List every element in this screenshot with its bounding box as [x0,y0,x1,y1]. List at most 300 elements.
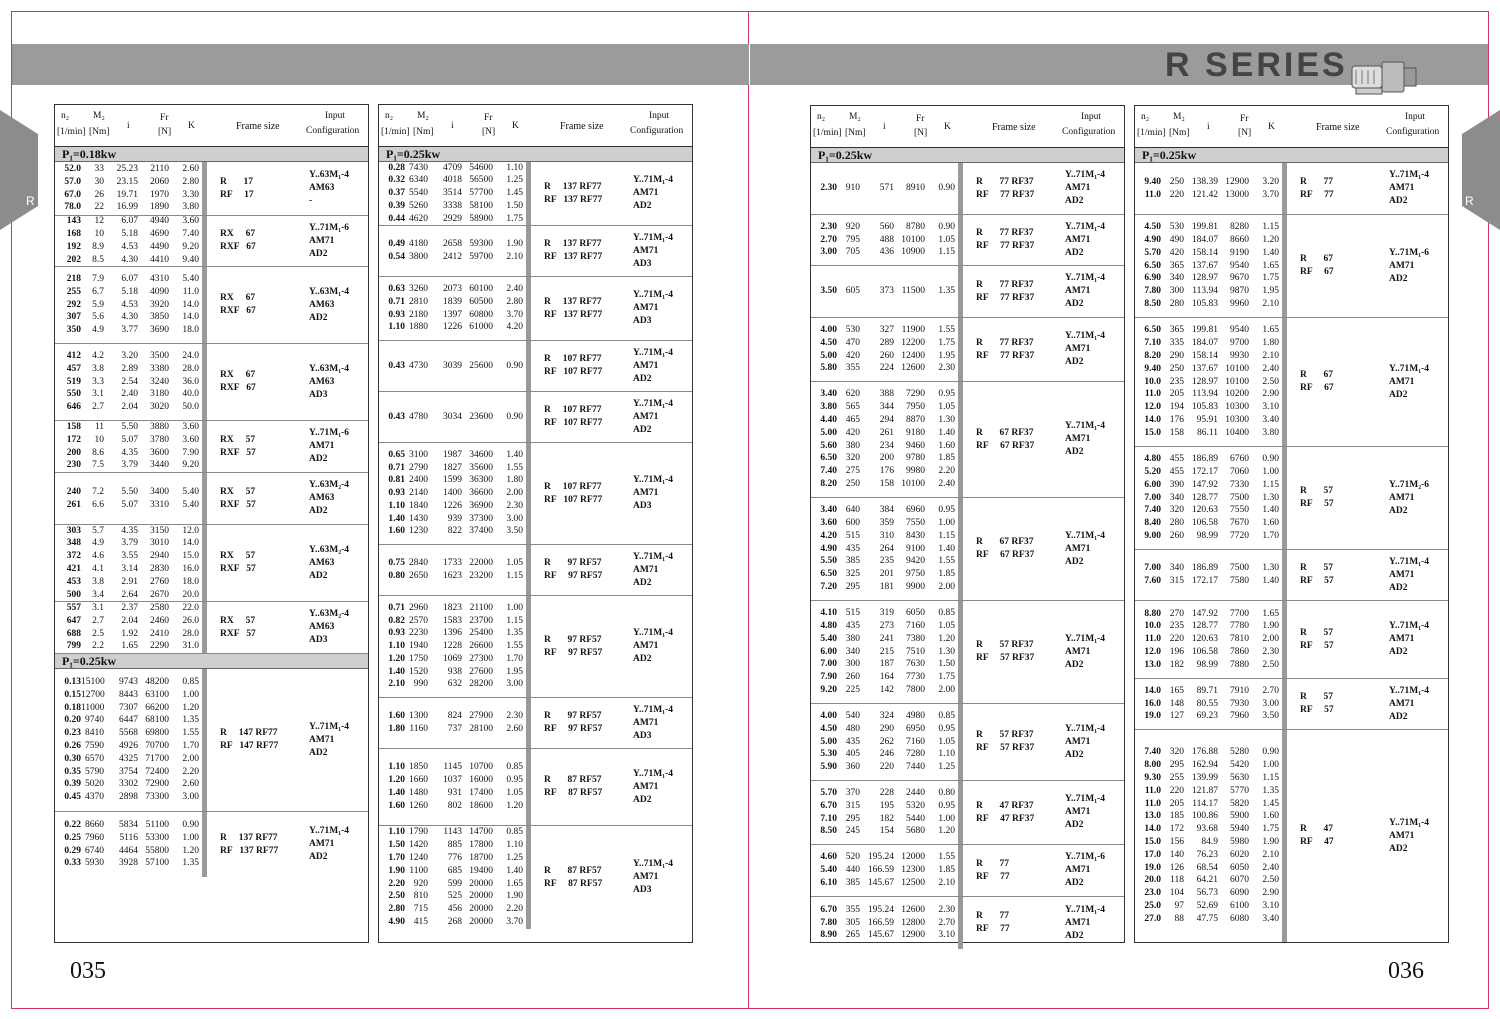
spec-group [1135,163,1448,215]
input-config-line: AM71 [1389,698,1415,709]
force-fr: 7720 [1230,530,1249,541]
input-config-line: AM71 [1065,344,1091,354]
input-config-line: AM71 [1389,634,1415,644]
force-fr: 23600 [469,411,493,422]
factor-k: 2.30 [938,904,955,915]
speed-n2: 6.50 [1144,260,1161,271]
spec-rows [811,845,963,896]
ratio-i: 142 [879,684,894,695]
force-fr: 23700 [469,615,493,626]
torque-m2: 320 [1169,505,1184,516]
force-fr: 5320 [906,800,925,811]
factor-k: 2.90 [1262,389,1279,400]
table-row [379,787,526,800]
table-row [55,363,202,376]
ratio-i: 241 [879,633,894,644]
frame-size-line: R 107 RF77 [544,481,602,492]
force-fr: 7160 [906,621,925,631]
speed-n2: 4.60 [820,852,837,863]
force-fr: 66200 [145,702,169,713]
torque-m2: 385 [845,556,860,567]
torque-m2: 280 [1169,518,1184,529]
speed-n2: 3.60 [820,518,837,528]
force-fr: 56500 [469,175,493,186]
torque-m2: 33 [94,163,104,174]
speed-n2: 202 [66,254,81,265]
force-fr: 7670 [1230,518,1249,529]
table-row [379,462,526,475]
torque-m2: 270 [1169,608,1184,619]
speed-n2: 5.50 [820,556,837,567]
input-config-line: AM63 [309,622,335,632]
page-number-left: 035 [70,958,106,984]
speed-n2: 6.50 [1144,325,1161,336]
table-row [1135,221,1282,234]
torque-m2: 245 [845,826,860,837]
input-config-line: AD2 [309,506,328,516]
factor-k: 2.60 [506,724,523,734]
frame-size-header: Frame size [236,121,280,132]
torque-m2: 355 [845,904,860,915]
table-row [55,447,202,460]
speed-n2: 0.13 [64,677,81,688]
gear-motor-icon [1350,56,1420,98]
input-config-cell [309,216,371,266]
speed-n2: 8.50 [1144,298,1161,309]
spec-rows [811,781,963,844]
spec-group [55,344,368,421]
input-config-line: AM71 [633,781,659,792]
force-fr: 4940 [150,216,169,227]
input-config-cell [1065,897,1127,949]
torque-m2: 196 [1169,646,1184,657]
table-row [379,761,526,774]
input-config-line: Y..71M₁-4 [633,347,673,358]
torque-m2: 1940 [409,641,428,652]
ratio-i: 9743 [119,677,138,688]
speed-n2: 52.0 [64,163,81,174]
factor-k: 5.40 [182,274,199,284]
torque-m2: 8410 [85,728,104,739]
torque-m2: 360 [845,762,860,773]
speed-n2: 11.0 [1144,389,1161,400]
input-config-line: AM71 [1065,434,1091,444]
ratio-i: 1987 [443,449,462,460]
speed-n2: 218 [66,274,81,284]
table-row [1135,759,1282,772]
force-fr: 26600 [469,641,493,652]
table-row [55,176,202,189]
m2-unit-header: [Nm] [89,127,110,137]
frame-size-line: RF 47 [1300,837,1334,847]
ratio-i: 261 [879,427,894,438]
factor-k: 1.20 [938,633,955,644]
speed-n2: 4.10 [820,608,837,619]
spec-group [379,443,692,545]
force-fr: 2670 [150,589,169,600]
torque-m2: 390 [1169,479,1184,490]
table-row [1135,633,1282,646]
spec-rows [1135,318,1287,446]
frame-size-cell [220,525,305,601]
input-config-cell [633,277,695,340]
frame-size-cell [544,162,629,225]
input-config-line: Y..71M₁-4 [309,826,349,836]
ratio-i: 113.94 [1192,389,1218,400]
table-row [1135,492,1282,505]
table-row [1135,414,1282,427]
ratio-i: 114.17 [1192,798,1218,809]
frame-size-line: RF 57 [1300,705,1334,715]
ratio-i: 802 [447,800,462,811]
ratio-i: 4926 [119,741,138,751]
spec-group [1135,601,1448,679]
force-fr: 51100 [145,819,169,830]
torque-m2: 205 [1169,389,1184,400]
input-config-line: Y..71M₁-4 [633,628,673,638]
torque-m2: 290 [1169,351,1184,361]
force-fr: 3850 [150,312,169,323]
torque-m2: 2.7 [92,402,104,413]
frame-size-line: R 137 RF77 [544,239,602,249]
frame-size-line: R 57 [1300,563,1333,573]
factor-k: 2.30 [938,363,955,374]
table-row [379,187,526,200]
input-config-cell [309,669,371,811]
frame-size-cell [544,341,629,391]
speed-n2: 6.00 [820,646,837,657]
table-row [55,388,202,401]
input-config-line: Y..63M₁-4 [309,286,349,297]
force-fr: 7500 [1230,563,1249,574]
frame-size-line: RF 137 RF77 [220,845,279,856]
force-fr: 16000 [469,775,493,786]
table-row [379,174,526,187]
force-fr: 9700 [1230,338,1249,349]
ratio-i: 128.77 [1191,492,1218,503]
factor-k: 2.40 [938,478,955,489]
fr-header: Fr [1240,114,1249,124]
ratio-i: 1145 [443,762,462,773]
ratio-i: 5.07 [121,434,138,445]
table-row [379,213,526,226]
ratio-i: 3.20 [121,351,138,361]
speed-n2: 200 [66,447,81,458]
input-config-cell [309,525,371,601]
input-config-line: Y..71M₁-4 [309,721,349,732]
input-config-cell [633,162,695,225]
force-fr: 9670 [1230,273,1249,284]
ratio-i: 1228 [443,641,462,652]
ratio-i: 488 [879,234,894,245]
speed-n2: 7.00 [820,659,837,670]
frame-size-cell [976,781,1061,844]
speed-n2: 8.20 [820,478,837,489]
factor-k: 0.85 [938,711,955,721]
factor-k: 1.00 [1262,467,1279,477]
ratio-i: 200 [879,453,894,464]
ratio-i: 273 [879,621,894,631]
force-fr: 5440 [906,813,925,824]
frame-size-line: RXF 57 [220,447,256,458]
speed-n2: 7.80 [820,917,837,928]
input-config-line: AM71 [633,564,659,575]
torque-m2: 88 [1174,913,1184,924]
speed-n2: 688 [66,628,81,639]
ratio-i: 1839 [443,296,462,307]
torque-m2: 415 [413,916,428,927]
frame-size-line: RXF 57 [220,499,256,510]
torque-m2: 295 [845,813,860,824]
spec-group [55,267,368,344]
factor-k: 2.20 [506,904,523,915]
torque-m2: 275 [845,466,860,477]
input-config-line: AD2 [1065,820,1084,830]
fr-header: Fr [916,114,925,124]
speed-n2: 2.10 [388,679,405,690]
factor-k: 1.05 [506,788,523,798]
table-row [55,791,202,804]
torque-m2: 1850 [409,762,428,773]
force-fr: 7930 [1230,698,1249,709]
ratio-i: 84.9 [1201,837,1218,847]
speed-n2: 0.82 [388,615,405,626]
input-config-cell [1389,447,1451,549]
frame-size-line: R 107 RF77 [544,354,602,364]
table-row [55,640,202,653]
table-row [1135,900,1282,913]
table-row [1135,530,1282,543]
table-row [1135,698,1282,711]
frame-size-line: RF 107 RF77 [544,418,603,428]
force-fr: 8910 [906,183,925,194]
speed-n2: 1.10 [388,500,405,511]
force-fr: 12000 [901,852,925,863]
force-fr: 7290 [906,389,925,400]
ratio-i: 1.92 [121,628,138,639]
speed-n2: 14.0 [1144,685,1161,696]
frame-size-line: RF 57 RF37 [976,653,1035,663]
torque-m2: 5930 [85,858,104,869]
input-config-line: Y..71M₁-6 [309,222,349,233]
factor-k: 9.40 [182,254,199,265]
spec-group [379,596,692,698]
torque-m2: 8.9 [92,242,104,252]
ratio-i: 3928 [119,858,138,869]
ratio-i: 98.99 [1196,659,1218,670]
torque-m2: 235 [1169,621,1184,632]
frame-size-line: RF 67 RF37 [976,550,1035,560]
table-row [811,362,958,375]
input-config-line: AD2 [1389,843,1408,854]
factor-k: 1.35 [938,286,955,297]
torque-m2: 910 [845,183,860,194]
spec-group [1135,730,1448,942]
input-config-line: Y..71M₁-4 [1065,273,1105,283]
speed-n2: 307 [66,312,81,323]
speed-n2: 7.40 [820,466,837,477]
table-row [811,517,958,530]
k-header: K [944,122,951,132]
m2-unit-header: [Nm] [1169,128,1190,138]
factor-k: 1.45 [1262,798,1279,809]
factor-k: 0.90 [506,360,523,371]
factor-k: 1.40 [1262,505,1279,516]
torque-m2: 6340 [409,175,428,186]
frame-size-line: RX 67 [220,370,256,380]
force-fr: 36300 [469,475,493,486]
frame-size-line: R 67 RF37 [976,537,1034,547]
torque-m2: 8660 [85,819,104,830]
table-row [1135,337,1282,350]
factor-k: 5.40 [182,499,199,510]
table-row [379,283,526,296]
factor-k: 2.50 [1262,875,1279,886]
frame-size-line: RX 57 [220,434,256,445]
force-fr: 7860 [1230,646,1249,657]
speed-n2: 1.10 [388,322,405,333]
torque-m2: 1750 [409,653,428,664]
speed-n2: 0.28 [388,162,405,173]
table-row [55,434,202,447]
speed-n2: 0.30 [64,753,81,764]
table-row [55,215,202,228]
input-config-line: AD2 [633,373,652,384]
factor-k: 0.95 [938,800,955,811]
input-config-cell [1389,601,1451,678]
spec-group [55,669,368,812]
factor-k: 2.10 [938,877,955,888]
torque-m2: 455 [1169,454,1184,465]
ratio-i: 158.14 [1191,351,1218,361]
force-fr: 9190 [1230,247,1249,258]
torque-m2: 220 [1169,189,1184,200]
torque-m2: 5.9 [92,299,104,310]
force-fr: 59300 [469,239,493,250]
input-config-cell [1065,163,1127,214]
ratio-i: 105.83 [1191,298,1218,309]
factor-k: 0.85 [506,827,523,838]
frame-size-cell [220,473,305,524]
torque-m2: 530 [1169,222,1184,233]
fr-unit-header: [N] [1238,128,1252,138]
speed-n2: 19.0 [1144,862,1161,873]
input-config-cell [633,341,695,391]
factor-k: 28.0 [182,628,199,639]
table-row [811,633,958,646]
ratio-i: 106.58 [1191,646,1218,657]
speed-n2: 4.00 [820,711,837,721]
factor-k: 3.80 [1262,427,1279,438]
table-row [811,800,958,813]
speed-n2: 0.93 [388,488,405,499]
speed-n2: 0.39 [64,779,81,790]
input-config-line: AD2 [633,577,652,588]
force-fr: 25600 [469,360,493,371]
speed-n2: 0.63 [388,283,405,294]
speed-n2: 9.00 [1144,530,1161,541]
speed-n2: 4.40 [820,414,837,425]
speed-n2: 348 [66,538,81,549]
factor-k: 2.10 [1262,849,1279,860]
ratio-i: 201 [879,569,894,580]
force-fr: 20000 [469,904,493,915]
spec-rows [379,341,531,391]
force-fr: 8660 [1230,235,1249,245]
table-row [811,452,958,465]
factor-k: 1.50 [938,659,955,670]
ratio-i: 120.63 [1191,634,1218,645]
torque-m2: 440 [845,865,860,876]
input-config-line: Y..71M₁-6 [1389,247,1429,258]
table-row [811,427,958,440]
spec-group [379,749,692,826]
frame-size-line: RF 107 RF77 [544,367,603,377]
factor-k: 1.35 [182,715,199,726]
frame-size-cell [220,602,305,653]
fr-header: Fr [484,113,493,123]
table-row [55,228,202,241]
ratio-i: 3.77 [121,325,138,336]
force-fr: 7810 [1230,634,1249,645]
table-row [1135,453,1282,466]
input-config-line: AD2 [1389,647,1408,657]
ratio-i: 128.97 [1191,273,1218,284]
table-row [1135,388,1282,401]
force-fr: 5820 [1230,798,1249,809]
force-fr: 7960 [1230,711,1249,722]
speed-n2: 1.40 [388,788,405,798]
factor-k: 1.60 [1262,811,1279,822]
spec-group [55,812,368,877]
input-config-line: AM71 [1065,865,1091,875]
speed-n2: 240 [66,486,81,497]
table-row [379,653,526,666]
input-header: Input [649,111,670,121]
torque-m2: 370 [845,787,860,798]
force-fr: 12600 [901,363,925,374]
ratio-i: 195.24 [867,904,894,915]
frame-size-line: RF 77 RF37 [976,292,1035,303]
frame-size-cell [220,216,305,266]
table-row [811,929,958,942]
frame-size-cell [220,812,305,877]
input-config-line: AM71 [1389,492,1415,503]
speed-n2: 230 [66,460,81,471]
ratio-i: 262 [879,736,894,747]
speed-n2: 3.00 [820,247,837,258]
input-config-line: AD2 [1065,299,1084,309]
factor-k: 1.05 [938,402,955,413]
input-config-line: AM63 [309,557,335,568]
factor-k: 0.95 [938,723,955,734]
speed-n2: 421 [66,564,81,574]
m2-header: M₂ [417,111,429,121]
factor-k: 2.00 [182,753,199,764]
ratio-i: 1623 [443,571,462,581]
ratio-i: 3.79 [121,460,138,471]
table-row [55,702,202,715]
force-fr: 19400 [469,865,493,876]
factor-k: 2.10 [1262,298,1279,309]
force-fr: 4310 [150,274,169,284]
input-config-line: Y..71M₁-4 [1065,904,1105,915]
force-fr: 5940 [1230,824,1249,835]
torque-m2: 530 [845,324,860,335]
table-row [1135,772,1282,785]
input-config-cell [1389,163,1451,214]
speed-n2: 0.45 [64,792,81,803]
